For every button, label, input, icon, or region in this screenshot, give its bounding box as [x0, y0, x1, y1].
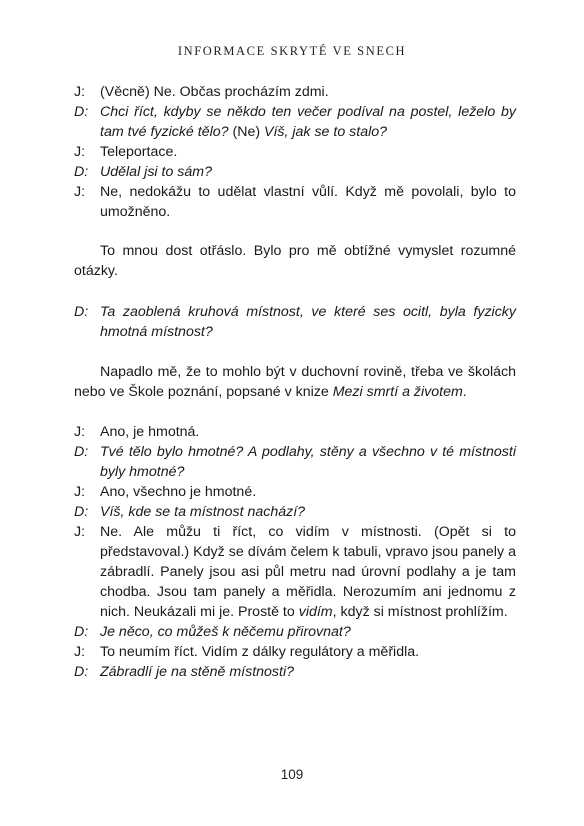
dialogue-text	[100, 522, 516, 622]
paragraph-text: .	[462, 384, 467, 400]
dialogue-line	[74, 662, 516, 682]
speaker-label: D:	[74, 164, 89, 180]
dialogue-text: Ano, všechno je hmotné.	[100, 484, 257, 500]
speaker-label: D:	[74, 624, 89, 640]
question-text: Víš, jak se to stalo?	[264, 124, 388, 140]
speaker-label: D:	[74, 304, 89, 320]
emphasis-text: vidím	[298, 604, 333, 620]
speaker-label: J:	[74, 424, 86, 440]
speaker-label: J:	[74, 84, 86, 100]
dialogue-text: Je něco, co můžeš k něčemu přirovnat?	[100, 624, 351, 640]
narrative-paragraph: To mnou dost otřáslo. Bylo pro mě obtížné vymyslet rozumné otázky.	[74, 243, 516, 279]
speaker-label: J:	[74, 144, 86, 160]
dialogue-line	[74, 302, 516, 342]
speaker-label: J:	[74, 524, 86, 540]
speaker-label: D:	[74, 104, 89, 120]
speaker-label: J:	[74, 184, 86, 200]
dialogue-line	[74, 642, 516, 662]
narrative-paragraph	[74, 362, 516, 402]
dialogue-line	[74, 182, 516, 222]
page-body	[74, 82, 516, 682]
dialogue-text	[100, 102, 516, 142]
dialogue-line	[74, 442, 516, 482]
page-number: 109	[280, 767, 304, 782]
dialogue-text: Ne, nedokážu to udělat vlastní vůlí. Když mě povolali, bylo to umožněno.	[100, 184, 516, 220]
question-text: Chci říct, kdyby se někdo ten večer podíval na postel, leželo by tam tvé fyzické tělo?	[100, 104, 516, 140]
dialogue-text: Teleportace.	[100, 144, 178, 160]
dialogue-line	[74, 142, 516, 162]
dialogue-text: Ta zaoblená kruhová místnost, ve které ses ocitl, byla fyzicky hmotná místnost?	[100, 304, 516, 340]
speaker-label: D:	[74, 664, 89, 680]
dialogue-line	[74, 162, 516, 182]
dialogue-text: Víš, kde se ta místnost nachází?	[100, 504, 306, 520]
book-title: Mezi smrtí a životem	[332, 384, 463, 400]
dialogue-text: Zábradlí je na stěně místnosti?	[100, 664, 294, 680]
speaker-label: D:	[74, 444, 89, 460]
dialogue-line	[74, 502, 516, 522]
dialogue-line	[74, 82, 516, 102]
aside-text: (Ne)	[228, 124, 264, 140]
dialogue-text: To neumím říct. Vidím z dálky regulátory a měřidla.	[100, 644, 420, 660]
paragraph-text: Napadlo mě, že to mohlo být v duchovní rovině, třeba ve školách nebo ve Škole poznání, popsané v knize	[74, 364, 516, 400]
running-header: INFORMACE SKRYTÉ VE SNECH	[177, 44, 407, 58]
dialogue-text: Udělal jsi to sám?	[100, 164, 212, 180]
answer-text: Ne. Ale můžu ti říct, co vidím v místnosti. (Opět si to představoval.) Když se dívám čelem k tabuli, vpravo jsou panely a zábradlí. Panely jsou asi půl metru nad úrovní podlahy a je tam chodba. Jsou tam panely a měřidla. Nerozumím ani jednomu z nich. Neukázali mi je. Prostě to	[100, 524, 516, 620]
dialogue-line	[74, 482, 516, 502]
dialogue-line	[74, 522, 516, 622]
answer-text: , když si místnost prohlížím.	[332, 604, 508, 620]
dialogue-text: Ano, je hmotná.	[100, 424, 200, 440]
speaker-label: D:	[74, 504, 89, 520]
speaker-label: J:	[74, 484, 86, 500]
dialogue-text: Tvé tělo bylo hmotné? A podlahy, stěny a všechno v té místnosti byly hmotné?	[100, 444, 516, 480]
dialogue-line	[74, 102, 516, 142]
dialogue-line	[74, 622, 516, 642]
dialogue-text: (Věcně) Ne. Občas procházím zdmi.	[100, 84, 329, 100]
dialogue-line	[74, 422, 516, 442]
speaker-label: J:	[74, 644, 86, 660]
